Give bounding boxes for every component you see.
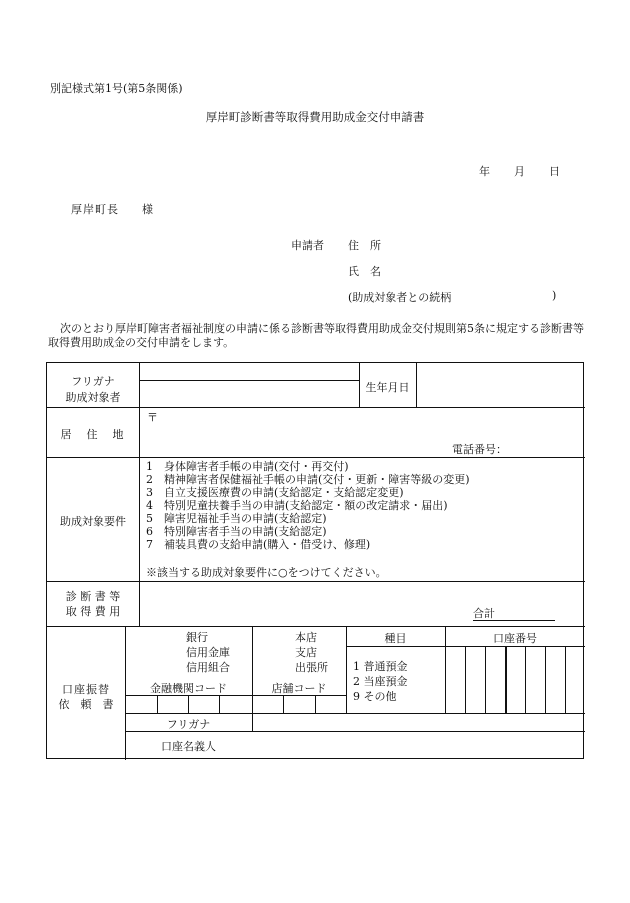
branch-type-branch: 支店 (295, 646, 317, 659)
account-type-other[interactable]: 9 その他 (353, 690, 397, 703)
birthdate-label: 生年月日 (365, 381, 410, 394)
holder-name-label: 口座名義人 (161, 740, 216, 753)
document-title: 厚岸町診断書等取得費用助成金交付申請書 (205, 110, 425, 124)
phone-label: 電話番号： (452, 443, 507, 456)
account-type-ordinary[interactable]: 1 普通預金 (353, 660, 408, 673)
requirement-item-1[interactable]: 1 身体障害者手帳の申請(交付・再交付) (146, 460, 349, 473)
holder-furigana-label: フリガナ (166, 718, 211, 731)
cost-label-line-2: 取 得 費 用 (65, 605, 121, 618)
postal-mark: 〒 (147, 411, 158, 424)
furigana-label: フリガナ (71, 375, 115, 388)
requirement-item-3[interactable]: 3 自立支援医療費の申請(支給認定・支給認定変更) (146, 486, 404, 499)
transfer-label-line-2: 依 頼 書 (58, 698, 114, 711)
form-id: 別記様式第1号(第5条関係) (50, 82, 183, 95)
applicant-relation-label: (助成対象者との続柄 (348, 291, 452, 304)
account-type-header: 種目 (384, 632, 407, 645)
birthdate-field[interactable] (417, 364, 585, 407)
residence-label: 居 住 地 (60, 428, 126, 441)
account-type-current[interactable]: 2 当座預金 (353, 675, 408, 688)
requirement-item-4[interactable]: 4 特別児童扶養手当の申請(支給認定・額の改定請求・届出) (146, 499, 448, 512)
applicant-relation-close: ) (552, 289, 557, 302)
cost-field[interactable] (140, 582, 585, 626)
date-year-label: 年 (479, 165, 490, 178)
requirement-item-7[interactable]: 7 補装具費の支給申請(購入・借受け、修理) (146, 538, 371, 551)
requirement-item-5[interactable]: 5 障害児福祉手当の申請(支給認定) (146, 512, 327, 525)
holder-furigana-field[interactable] (253, 714, 585, 731)
applicant-address-label: 住 所 (348, 239, 381, 252)
requirements-note: ※該当する助成対象要件に○をつけてください。 (146, 566, 387, 579)
date-day-label: 日 (549, 165, 560, 178)
bank-type-bank: 銀行 (186, 631, 208, 644)
total-label: 合計 (473, 607, 555, 621)
requirement-item-2[interactable]: 2 精神障害者保健福祉手帳の申請(交付・更新・障害等級の変更) (146, 473, 470, 486)
requirements-label: 助成対象要件 (60, 515, 126, 528)
body-text: 次のとおり厚岸町障害者福祉制度の申請に係る診断書等取得費用助成金交付規則第5条に規定する診断書等取得費用助成金の交付申請をします。 (48, 322, 584, 349)
cost-label-line-1: 診 断 書 等 (65, 590, 121, 603)
transfer-label-line-1: 口座振替 (62, 683, 110, 696)
addressee-honorific: 様 (142, 203, 153, 216)
target-name-field[interactable] (140, 381, 359, 407)
account-number-header: 口座番号 (493, 632, 537, 645)
target-person-label: 助成対象者 (65, 391, 121, 404)
addressee: 厚岸町長 (71, 203, 119, 216)
residence-field[interactable] (140, 408, 585, 457)
applicant-label: 申請者 (291, 239, 324, 252)
branch-type-head: 本店 (295, 631, 317, 644)
applicant-name-label: 氏 名 (348, 265, 381, 278)
application-table (46, 362, 584, 759)
holder-name-field[interactable] (253, 732, 585, 759)
bank-type-credit-cooperative: 信用組合 (186, 661, 230, 674)
branch-code-label: 店舗コード (271, 682, 327, 695)
bank-type-credit-union: 信用金庫 (186, 646, 230, 659)
date-month-label: 月 (514, 165, 525, 178)
bank-code-label: 金融機関コード (150, 682, 227, 695)
target-furigana-field[interactable] (140, 364, 359, 380)
requirement-item-6[interactable]: 6 特別障害者手当の申請(支給認定) (146, 525, 327, 538)
branch-type-office: 出張所 (295, 661, 328, 674)
